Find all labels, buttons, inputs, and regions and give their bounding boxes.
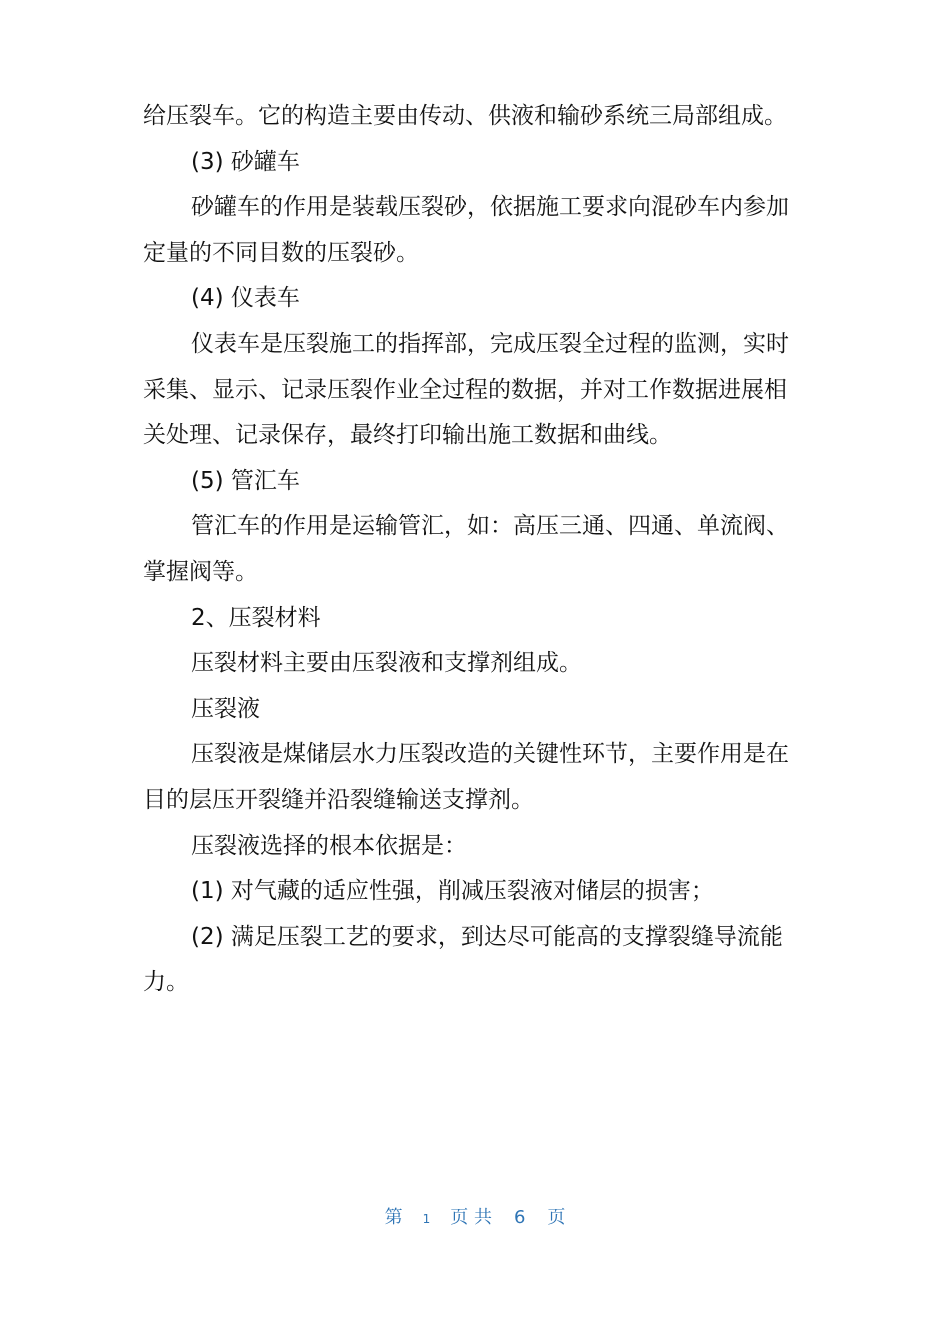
footer-total-pages: 6 xyxy=(513,1207,526,1228)
paragraph: 给压裂车。它的构造主要由传动、供液和输砂系统三局部组成。 xyxy=(143,103,787,129)
paragraph: 砂罐车的作用是装载压裂砂，依据施工要求向混砂车内参加定量的不同目数的压裂砂。 xyxy=(143,194,789,266)
footer-label-page-of: 页 共 xyxy=(450,1207,492,1228)
paragraph: 压裂材料主要由压裂液和支撑剂组成。 xyxy=(191,650,582,677)
paragraph: 管汇车的作用是运输管汇，如：高压三通、四通、单流阀、掌握阀等。 xyxy=(143,513,789,585)
paragraph: 压裂液是煤储层水力压裂改造的关键性环节，主要作用是在目的层压开裂缝并沿裂缝输送支撑剂。 xyxy=(143,741,789,813)
footer-label-page: 第 xyxy=(384,1207,403,1228)
paragraph: 压裂液选择的根本依据是： xyxy=(191,832,467,859)
section-heading: 2、压裂材料 xyxy=(191,604,321,631)
section-heading: (4) 仪表车 xyxy=(191,285,300,312)
footer-current-page: 1 xyxy=(422,1212,431,1226)
list-item: (1) 对气藏的适应性强，削减压裂液对储层的损害； xyxy=(191,878,714,905)
footer-label-pages: 页 xyxy=(547,1207,566,1228)
section-heading: (5) 管汇车 xyxy=(191,467,300,494)
section-heading: 压裂液 xyxy=(191,695,260,722)
list-item: (2) 满足压裂工艺的要求，到达尽可能高的支撑裂缝导流能力。 xyxy=(143,923,783,996)
page-footer xyxy=(0,1204,950,1233)
paragraph: 仪表车是压裂施工的指挥部，完成压裂全过程的监测，实时采集、显示、记录压裂作业全过程的数据，并对工作数据进展相关处理、记录保存，最终打印输出施工数据和曲线。 xyxy=(143,330,789,449)
document-body xyxy=(143,94,808,1006)
section-heading: (3) 砂罐车 xyxy=(191,148,300,175)
